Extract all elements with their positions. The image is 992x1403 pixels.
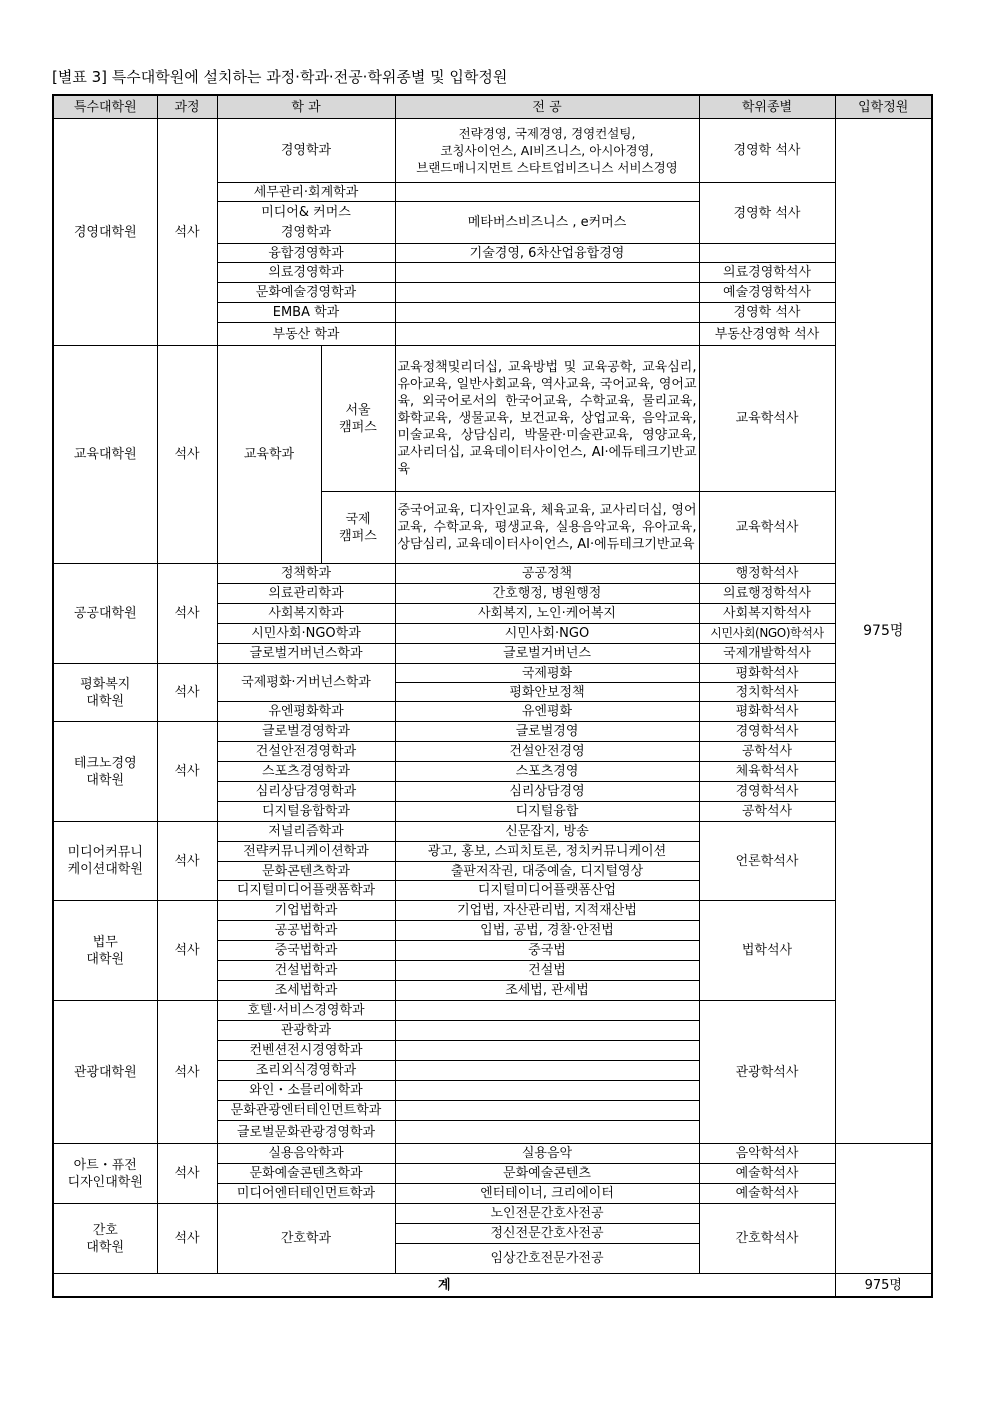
major-cell: 정신전문간호사전공: [395, 1224, 699, 1244]
degree-cell: 국제개발학석사: [699, 644, 835, 664]
school-cell: 경영대학원: [53, 119, 157, 346]
degree-cell: 시민사회(NGO)학석사: [699, 624, 835, 644]
table-row: [53, 722, 932, 742]
degree-cell: 공학석사: [699, 802, 835, 822]
course-cell: 석사: [157, 822, 217, 901]
dept-cell: 문화예술경영학과: [217, 283, 395, 303]
dept-cell: 호텔·서비스경영학과: [217, 1001, 395, 1021]
dept-cell: 문화예술콘텐츠학과: [217, 1164, 395, 1184]
dept-cell: 저널리즘학과: [217, 822, 395, 842]
school-cell: 간호 대학원: [53, 1204, 157, 1274]
major-cell: [395, 283, 699, 303]
dept-cell: 정책학과: [217, 564, 395, 584]
major-cell: 실용음악: [395, 1144, 699, 1164]
major-cell: 기술경영, 6차산업융합경영: [395, 244, 699, 263]
degree-cell: 평화학석사: [699, 702, 835, 722]
header-row: [53, 95, 932, 119]
degree-cell: 경영학석사: [699, 722, 835, 742]
campus-cell: 서울 캠퍼스: [321, 346, 395, 492]
major-cell: [395, 263, 699, 283]
header-course: 과정: [157, 95, 217, 119]
degree-cell: 교육학석사: [699, 492, 835, 564]
school-cell: 관광대학원: [53, 1001, 157, 1144]
dept-cell: 디지털융합학과: [217, 802, 395, 822]
header-dept: 학 과: [217, 95, 395, 119]
major-cell: 사회복지, 노인·케어복지: [395, 604, 699, 624]
major-cell: 전략경영, 국제경영, 경영컨설팅, 코칭사이언스, AI비즈니스, 아시아경영, 브랜드매니지먼트 스타트업비즈니스 서비스경영: [395, 119, 699, 183]
major-cell: [395, 1101, 699, 1121]
dept-cell: 컨벤션전시경영학과: [217, 1041, 395, 1061]
major-cell: [395, 183, 699, 202]
major-cell: 출판저작권, 대중예술, 디지털영상: [395, 862, 699, 881]
dept-cell: 미디어엔터테인먼트학과: [217, 1184, 395, 1204]
major-cell: 교육정책및리더십, 교육방법 및 교육공학, 교육심리, 유아교육, 일반사회교육, 역사교육, 국어교육, 영어교육, 외국어로서의 한국어교육, 수학교육, 물리교육, 화학교육, 생물교육, 보건교육, 상업교육, 음악교육, 미술교육, 상담심리, 박물관·미술관교육, 영양교육, 교사리더십, 교육데이터사이언스, AI·에듀테크기반교육: [395, 346, 699, 492]
major-cell: 글로벌경영: [395, 722, 699, 742]
course-cell: 석사: [157, 119, 217, 346]
degree-cell: 경영학 석사: [699, 183, 835, 244]
dept-cell: 글로벌경영학과: [217, 722, 395, 742]
school-cell: 아트・퓨전 디자인대학원: [53, 1144, 157, 1204]
major-cell: 스포츠경영: [395, 762, 699, 782]
dept-cell: EMBA 학과: [217, 303, 395, 323]
table-row: [53, 901, 932, 921]
dept-cell: 의료경영학과: [217, 263, 395, 283]
dept-cell: 문화콘텐츠학과: [217, 862, 395, 881]
major-cell: [395, 303, 699, 323]
major-cell: 기업법, 자산관리법, 지적재산법: [395, 901, 699, 921]
course-cell: 석사: [157, 664, 217, 722]
dept-cell: 와인・소믈리에학과: [217, 1081, 395, 1101]
major-cell: 국제평화: [395, 664, 699, 683]
dept-cell: 공공법학과: [217, 921, 395, 941]
dept-cell: 실용음악학과: [217, 1144, 395, 1164]
major-cell: [395, 1021, 699, 1041]
degree-cell: 사회복지학석사: [699, 604, 835, 624]
degree-cell: 예술학석사: [699, 1164, 835, 1184]
dept-cell: 간호학과: [217, 1204, 395, 1274]
degree-cell: 정치학석사: [699, 683, 835, 702]
dept-cell: 전략커뮤니케이션학과: [217, 842, 395, 862]
major-cell: 평화안보정책: [395, 683, 699, 702]
dept-cell: 국제평화·거버넌스학과: [217, 664, 395, 702]
course-cell: 석사: [157, 346, 217, 564]
table-row: [53, 346, 932, 492]
dept-cell: 글로벌문화관광경영학과: [217, 1121, 395, 1144]
degree-cell: 교육학석사: [699, 346, 835, 492]
major-cell: 유엔평화: [395, 702, 699, 722]
major-cell: [395, 1081, 699, 1101]
course-cell: 석사: [157, 722, 217, 822]
major-cell: 건설법: [395, 961, 699, 981]
dept-cell: 심리상담경영학과: [217, 782, 395, 802]
degree-cell: 체육학석사: [699, 762, 835, 782]
major-cell: [395, 1061, 699, 1081]
degree-cell: 부동산경영학 석사: [699, 323, 835, 346]
major-cell: 간호행정, 병원행정: [395, 584, 699, 604]
major-cell: [395, 323, 699, 346]
dept-cell: 디지털미디어플랫폼학과: [217, 881, 395, 901]
major-cell: 조세법, 관세법: [395, 981, 699, 1001]
dept-cell: 미디어& 커머스 경영학과: [217, 202, 395, 244]
major-cell: 입법, 공법, 경찰·안전법: [395, 921, 699, 941]
header-major: 전 공: [395, 95, 699, 119]
table-row: [53, 564, 932, 584]
degree-cell: 법학석사: [699, 901, 835, 1001]
header-school: 특수대학원: [53, 95, 157, 119]
major-cell: 디지털융합: [395, 802, 699, 822]
major-cell: 메타버스비즈니스 , e커머스: [395, 202, 699, 244]
degree-cell: 예술경영학석사: [699, 283, 835, 303]
school-cell: 법무 대학원: [53, 901, 157, 1001]
header-quota: 입학정원: [835, 95, 932, 119]
course-cell: 석사: [157, 1001, 217, 1144]
course-cell: 석사: [157, 901, 217, 1001]
dept-cell: 기업법학과: [217, 901, 395, 921]
table-row: [53, 822, 932, 842]
dept-cell: 시민사회·NGO학과: [217, 624, 395, 644]
degree-cell: 언론학석사: [699, 822, 835, 901]
campus-cell: 국제 캠퍼스: [321, 492, 395, 564]
header-degree: 학위종별: [699, 95, 835, 119]
dept-cell: 교육학과: [217, 346, 321, 564]
major-cell: 건설안전경영: [395, 742, 699, 762]
school-cell: 미디어커뮤니 케이션대학원: [53, 822, 157, 901]
total-value: 975명: [835, 1274, 932, 1298]
major-cell: 중국법: [395, 941, 699, 961]
degree-cell: 예술학석사: [699, 1184, 835, 1204]
dept-cell: 유엔평화학과: [217, 702, 395, 722]
major-cell: 광고, 홍보, 스피치토론, 정치커뮤니케이션: [395, 842, 699, 862]
admission-quota-table: [52, 94, 933, 1298]
degree-cell: 경영학 석사: [699, 119, 835, 183]
major-cell: 시민사회·NGO: [395, 624, 699, 644]
table-row: [53, 664, 932, 683]
dept-cell: 부동산 학과: [217, 323, 395, 346]
degree-cell: 의료행정학석사: [699, 584, 835, 604]
major-cell: 엔터테이너, 크리에이터: [395, 1184, 699, 1204]
dept-cell: 문화관광엔터테인먼트학과: [217, 1101, 395, 1121]
table-row: [53, 1204, 932, 1224]
table-caption: [별표 3] 특수대학원에 설치하는 과정·학과·전공·학위종별 및 입학정원: [52, 68, 508, 86]
quota-cell: 975명: [835, 119, 932, 1144]
school-cell: 평화복지 대학원: [53, 664, 157, 722]
dept-cell: 융합경영학과: [217, 244, 395, 263]
degree-cell: 행정학석사: [699, 564, 835, 584]
degree-cell: 관광학석사: [699, 1001, 835, 1144]
major-cell: 노인전문간호사전공: [395, 1204, 699, 1224]
dept-cell: 스포츠경영학과: [217, 762, 395, 782]
degree-cell: 경영학석사: [699, 782, 835, 802]
table-row: [53, 1001, 932, 1021]
school-cell: 교육대학원: [53, 346, 157, 564]
dept-cell: 사회복지학과: [217, 604, 395, 624]
major-cell: 심리상담경영: [395, 782, 699, 802]
degree-cell: 의료경영학석사: [699, 263, 835, 283]
dept-cell: 중국법학과: [217, 941, 395, 961]
dept-cell: 건설안전경영학과: [217, 742, 395, 762]
major-cell: [395, 1121, 699, 1144]
school-cell: 공공대학원: [53, 564, 157, 664]
table-row: [53, 1144, 932, 1164]
major-cell: 문화예술콘텐츠: [395, 1164, 699, 1184]
major-cell: 신문잡지, 방송: [395, 822, 699, 842]
dept-cell: 의료관리학과: [217, 584, 395, 604]
dept-cell: 조리외식경영학과: [217, 1061, 395, 1081]
major-cell: 임상간호전문가전공: [395, 1244, 699, 1274]
dept-cell: 관광학과: [217, 1021, 395, 1041]
degree-cell: 음악학석사: [699, 1144, 835, 1164]
degree-cell: 평화학석사: [699, 664, 835, 683]
major-cell: 공공정책: [395, 564, 699, 584]
major-cell: [395, 1041, 699, 1061]
major-cell: [395, 1001, 699, 1021]
school-cell: 테크노경영 대학원: [53, 722, 157, 822]
major-cell: 디지털미디어플랫폼산업: [395, 881, 699, 901]
dept-cell: 세무관리·회계학과: [217, 183, 395, 202]
table-row: [53, 119, 932, 183]
degree-cell: 경영학 석사: [699, 303, 835, 323]
degree-cell: 공학석사: [699, 742, 835, 762]
total-label: 계: [53, 1274, 835, 1298]
course-cell: 석사: [157, 1204, 217, 1274]
dept-cell: 건설법학과: [217, 961, 395, 981]
dept-cell: 조세법학과: [217, 981, 395, 1001]
dept-cell: 글로벌거버넌스학과: [217, 644, 395, 664]
course-cell: 석사: [157, 1144, 217, 1204]
dept-cell: 경영학과: [217, 119, 395, 183]
major-cell: 글로벌거버넌스: [395, 644, 699, 664]
degree-cell: 간호학석사: [699, 1204, 835, 1274]
major-cell: 중국어교육, 디자인교육, 체육교육, 교사리더십, 영어교육, 수학교육, 평생교육, 실용음악교육, 유아교육, 상담심리, 교육데이터사이언스, AI·에듀테크기반교육: [395, 492, 699, 564]
total-row: [53, 1274, 932, 1298]
course-cell: 석사: [157, 564, 217, 664]
